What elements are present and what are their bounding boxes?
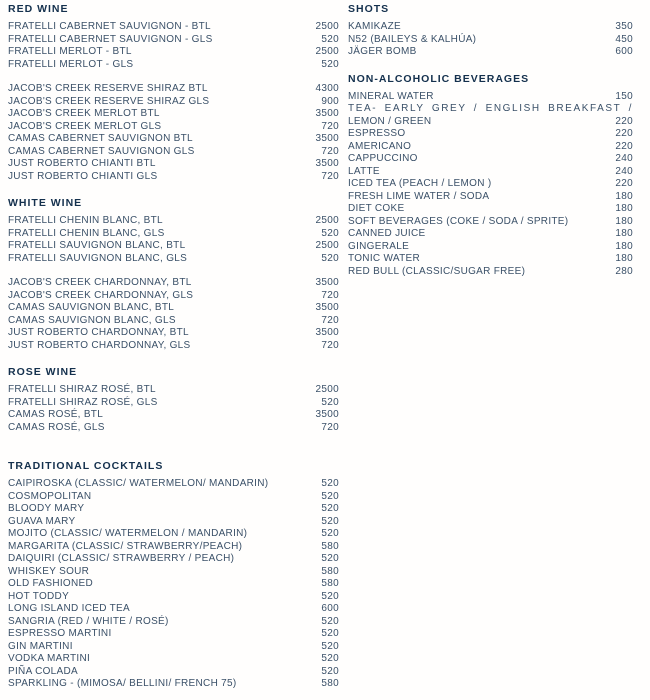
- menu-item-price: 520: [321, 227, 339, 239]
- menu-item-name: JUST ROBERTO CHARDONNAY, BTL: [8, 327, 189, 338]
- menu-item: [8, 616, 339, 629]
- menu-item-price: 600: [321, 603, 339, 614]
- menu-item-price: 2500: [315, 215, 339, 226]
- menu-item-name: FRATELLI CHENIN BLANC, BTL: [8, 215, 163, 226]
- menu-item-name: AMERICANO: [348, 140, 412, 152]
- menu-item-price: 520: [321, 640, 339, 652]
- menu-item-group: [8, 21, 339, 71]
- menu-item-price: 720: [321, 120, 339, 132]
- menu-item-name: FRATELLI MERLOT - BTL: [8, 46, 132, 57]
- menu-item-name: MARGARITA (CLASSIC/ STRAWBERRY/PEACH): [8, 540, 243, 552]
- menu-item: [348, 228, 633, 241]
- menu-item-name: PIÑA COLADA: [8, 665, 78, 677]
- section-red-wine: [8, 3, 339, 183]
- menu-item-name: RED BULL (CLASSIC/SUGAR FREE): [348, 265, 526, 277]
- menu-item-group: [8, 215, 339, 265]
- menu-item-name: CAMAS CABERNET SAUVIGNON BTL: [8, 133, 193, 144]
- menu-item-price: 150: [615, 90, 633, 102]
- menu-item-name: DAIQUIRI (CLASSIC/ STRAWBERRY / PEACH): [8, 553, 235, 564]
- menu-item: [348, 241, 633, 254]
- menu-item: [348, 91, 633, 104]
- section-white-wine: [8, 197, 339, 352]
- menu-item: [348, 128, 633, 141]
- menu-item-name: HOT TODDY: [8, 590, 70, 602]
- menu-item-price: 720: [321, 145, 339, 157]
- menu-item-name: JUST ROBERTO CHIANTI BTL: [8, 158, 156, 169]
- menu-item: [8, 566, 339, 579]
- menu-item-group: [8, 384, 339, 434]
- menu-item: [8, 409, 339, 422]
- menu-item-name: CANNED JUICE: [348, 228, 426, 239]
- menu-item-name: FRATELLI SAUVIGNON BLANC, BTL: [8, 240, 186, 251]
- menu-item-price: 180: [615, 228, 633, 239]
- menu-item: [348, 216, 633, 229]
- menu-right-column: [348, 3, 633, 278]
- menu-item-name: DIET COKE: [348, 203, 405, 214]
- menu-item-group: [348, 91, 633, 279]
- menu-item-price: 3500: [315, 327, 339, 338]
- menu-item: [348, 178, 633, 191]
- section-shots: [348, 3, 633, 59]
- menu-item: [8, 133, 339, 146]
- menu-item-price: 220: [615, 128, 633, 139]
- menu-item-price: 3500: [315, 133, 339, 144]
- section-title-red-wine: RED WINE: [8, 3, 69, 15]
- menu-item-name: SANGRIA (RED / WHITE / ROSÉ): [8, 615, 169, 627]
- menu-item: [8, 516, 339, 529]
- menu-item-price: 3500: [315, 277, 339, 288]
- menu-item-name: JACOB'S CREEK CHARDONNAY, BTL: [8, 277, 192, 288]
- menu-item: [348, 166, 633, 179]
- menu-item: [8, 553, 339, 566]
- section-non-alcoholic-beverages: [348, 73, 633, 279]
- menu-item: [8, 59, 339, 72]
- menu-item-name: JACOB'S CREEK CHARDONNAY, GLS: [8, 289, 194, 301]
- menu-item-price: 3500: [315, 409, 339, 420]
- menu-item-price: 520: [321, 528, 339, 539]
- menu-item-price: 2500: [315, 21, 339, 32]
- menu-item-price: 720: [321, 289, 339, 301]
- menu-item-name: VODKA MARTINI: [8, 653, 91, 664]
- menu-item-name: JUST ROBERTO CHIANTI GLS: [8, 170, 158, 182]
- menu-item-name: FRATELLI SHIRAZ ROSÉ, GLS: [8, 396, 158, 408]
- menu-item: [8, 678, 339, 691]
- menu-item: [348, 266, 633, 279]
- menu-item-name: JACOB'S CREEK MERLOT BTL: [8, 108, 160, 119]
- menu-item-name: LEMON / GREEN: [348, 115, 432, 127]
- menu-item-name: N52 (BAILEYS & KALHÚA): [348, 33, 477, 45]
- menu-item-name: CAMAS ROSÉ, BTL: [8, 409, 104, 420]
- menu-item: [348, 103, 633, 116]
- menu-item-name: JUST ROBERTO CHARDONNAY, GLS: [8, 339, 191, 351]
- menu-item-price: 580: [321, 565, 339, 577]
- section-title-white-wine: WHITE WINE: [8, 197, 83, 209]
- section-rose-wine: [8, 366, 339, 434]
- menu-item: [8, 578, 339, 591]
- menu-item-group: [348, 21, 633, 59]
- menu-item: [8, 603, 339, 616]
- menu-item-price: 520: [321, 615, 339, 627]
- menu-item-price: 580: [321, 578, 339, 589]
- menu-item: [8, 541, 339, 554]
- menu-item-price: 720: [321, 421, 339, 433]
- menu-item: [348, 153, 633, 166]
- menu-item: [8, 666, 339, 679]
- menu-item-price: 450: [615, 33, 633, 45]
- menu-item: [8, 315, 339, 328]
- menu-item: [8, 228, 339, 241]
- menu-item-name: FRATELLI CABERNET SAUVIGNON - GLS: [8, 33, 213, 45]
- menu-item-price: 2500: [315, 384, 339, 395]
- menu-item-price: 580: [321, 540, 339, 552]
- section-title-non-alcoholic-beverages: NON-ALCOHOLIC BEVERAGES: [348, 72, 530, 85]
- menu-item-name: JACOB'S CREEK MERLOT GLS: [8, 120, 162, 132]
- menu-item-price: 520: [321, 628, 339, 639]
- menu-item-name: MOJITO (CLASSIC/ WATERMELON / MANDARIN): [8, 528, 248, 539]
- menu-item: [8, 327, 339, 340]
- menu-item: [8, 340, 339, 353]
- menu-item: [8, 290, 339, 303]
- menu-item-name: JACOB'S CREEK RESERVE SHIRAZ BTL: [8, 83, 208, 94]
- menu-item-price: 180: [615, 215, 633, 227]
- menu-item-name: CAMAS ROSÉ, GLS: [8, 421, 105, 433]
- menu-item-price: 180: [615, 253, 633, 264]
- menu-item-name: CAIPIROSKA (CLASSIC/ WATERMELON/ MANDARIN): [8, 478, 269, 489]
- menu-item-name: FRATELLI SAUVIGNON BLANC, GLS: [8, 252, 188, 264]
- menu-item: [348, 141, 633, 154]
- menu-item: [8, 96, 339, 109]
- menu-item: [348, 191, 633, 204]
- menu-item-name: CAMAS SAUVIGNON BLANC, GLS: [8, 314, 176, 326]
- menu-item-price: 240: [615, 153, 633, 164]
- menu-item: [8, 46, 339, 59]
- menu-item-price: 520: [321, 33, 339, 45]
- menu-item-price: 3500: [315, 108, 339, 119]
- menu-item-name: CAPPUCCINO: [348, 153, 418, 164]
- menu-item-price: 520: [321, 665, 339, 677]
- menu-item: [348, 116, 633, 129]
- menu-item-price: 520: [321, 478, 339, 489]
- menu-item-name: OLD FASHIONED: [8, 578, 94, 589]
- menu-item-price: 2500: [315, 240, 339, 251]
- menu-item: [8, 215, 339, 228]
- menu-item-name: FRESH LIME WATER / SODA: [348, 190, 490, 202]
- menu-item: [8, 240, 339, 253]
- menu-item-price: 720: [321, 170, 339, 182]
- menu-item: [8, 302, 339, 315]
- menu-item: [8, 628, 339, 641]
- menu-item-name: ICED TEA (PEACH / LEMON ): [348, 178, 492, 189]
- menu-item-name: LATTE: [348, 165, 380, 177]
- menu-item-name: ESPRESSO: [348, 128, 406, 139]
- menu-item-price: 180: [615, 240, 633, 252]
- menu-item: [8, 384, 339, 397]
- menu-item: [348, 203, 633, 216]
- menu-item-name: MINERAL WATER: [348, 90, 434, 102]
- menu-item: [8, 478, 339, 491]
- menu-item-name: JÄGER BOMB: [348, 46, 417, 57]
- menu-item: [8, 21, 339, 34]
- menu-item-price: 180: [615, 190, 633, 202]
- menu-item: [8, 146, 339, 159]
- menu-item-name: SPARKLING - (MIMOSA/ BELLINI/ FRENCH 75): [8, 678, 237, 689]
- menu-item-price: 180: [615, 203, 633, 214]
- menu-item-price: 280: [615, 265, 633, 277]
- menu-item: [8, 528, 339, 541]
- menu-item-price: 520: [321, 490, 339, 502]
- menu-item: [348, 46, 633, 59]
- menu-item-price: 350: [615, 21, 633, 32]
- menu-item-name: ESPRESSO MARTINI: [8, 628, 112, 639]
- menu-item-name: TEA- EARLY GREY / ENGLISH BREAKFAST /: [348, 103, 633, 114]
- menu-item: [8, 277, 339, 290]
- menu-item-price: 220: [615, 115, 633, 127]
- menu-item-price: 720: [321, 314, 339, 326]
- menu-item-name: JACOB'S CREEK RESERVE SHIRAZ GLS: [8, 95, 210, 107]
- section-traditional-cocktails: [8, 460, 339, 691]
- menu-item-group: [8, 83, 339, 183]
- menu-item-price: 900: [321, 95, 339, 107]
- menu-item: [348, 253, 633, 266]
- menu-item: [8, 34, 339, 47]
- menu-item: [8, 83, 339, 96]
- menu-item: [8, 397, 339, 410]
- section-title-shots: SHOTS: [348, 3, 390, 15]
- menu-item: [8, 108, 339, 121]
- menu-item-name: WHISKEY SOUR: [8, 565, 90, 577]
- menu-item-name: COSMOPOLITAN: [8, 490, 92, 502]
- menu-item-name: CAMAS CABERNET SAUVIGNON GLS: [8, 145, 195, 157]
- menu-item-price: 520: [321, 653, 339, 664]
- menu-item: [8, 158, 339, 171]
- menu-item-name: TONIC WATER: [348, 253, 421, 264]
- menu-item-name: GINGERALE: [348, 240, 410, 252]
- menu-item: [8, 503, 339, 516]
- menu-item-price: 580: [321, 678, 339, 689]
- menu-item-price: 3500: [315, 158, 339, 169]
- menu-item-price: 520: [321, 553, 339, 564]
- menu-item-name: SOFT BEVERAGES (COKE / SODA / SPRITE): [348, 215, 569, 227]
- menu-left-column: [8, 3, 339, 691]
- menu-item-price: 520: [321, 515, 339, 527]
- menu-item-name: KAMIKAZE: [348, 21, 401, 32]
- menu-item-price: 220: [615, 140, 633, 152]
- menu-item: [8, 121, 339, 134]
- menu-item-price: 520: [321, 590, 339, 602]
- menu-item: [8, 422, 339, 435]
- menu-item-price: 2500: [315, 46, 339, 57]
- menu-item-price: 720: [321, 339, 339, 351]
- menu-item-price: 4300: [315, 83, 339, 94]
- menu-item-name: FRATELLI CABERNET SAUVIGNON - BTL: [8, 21, 211, 32]
- menu-item: [8, 591, 339, 604]
- menu-item-price: 520: [321, 252, 339, 264]
- menu-item: [348, 34, 633, 47]
- menu-item-price: 520: [321, 58, 339, 70]
- menu-item-price: 520: [321, 396, 339, 408]
- menu-item-name: CAMAS SAUVIGNON BLANC, BTL: [8, 302, 175, 313]
- menu-item-name: BLOODY MARY: [8, 503, 85, 514]
- menu-item-price: 220: [615, 178, 633, 189]
- menu-item-group: [8, 277, 339, 352]
- menu-item-group: [8, 478, 339, 691]
- menu-item-name: FRATELLI CHENIN BLANC, GLS: [8, 227, 165, 239]
- menu-item-name: GUAVA MARY: [8, 515, 76, 527]
- menu-item-price: 240: [615, 165, 633, 177]
- menu-item: [8, 653, 339, 666]
- menu-item-name: LONG ISLAND ICED TEA: [8, 603, 130, 614]
- menu-item: [8, 641, 339, 654]
- menu-item: [8, 171, 339, 184]
- menu-item: [8, 491, 339, 504]
- section-title-rose-wine: ROSE WINE: [8, 366, 78, 378]
- menu-item-price: 3500: [315, 302, 339, 313]
- menu-item: [348, 21, 633, 34]
- menu-item-price: 520: [321, 503, 339, 514]
- menu-item-name: FRATELLI MERLOT - GLS: [8, 58, 134, 70]
- menu-item-price: 600: [615, 46, 633, 57]
- menu-item-name: GIN MARTINI: [8, 640, 73, 652]
- section-title-traditional-cocktails: TRADITIONAL COCKTAILS: [8, 460, 164, 472]
- menu-item-name: FRATELLI SHIRAZ ROSÉ, BTL: [8, 384, 156, 395]
- menu-item: [8, 253, 339, 266]
